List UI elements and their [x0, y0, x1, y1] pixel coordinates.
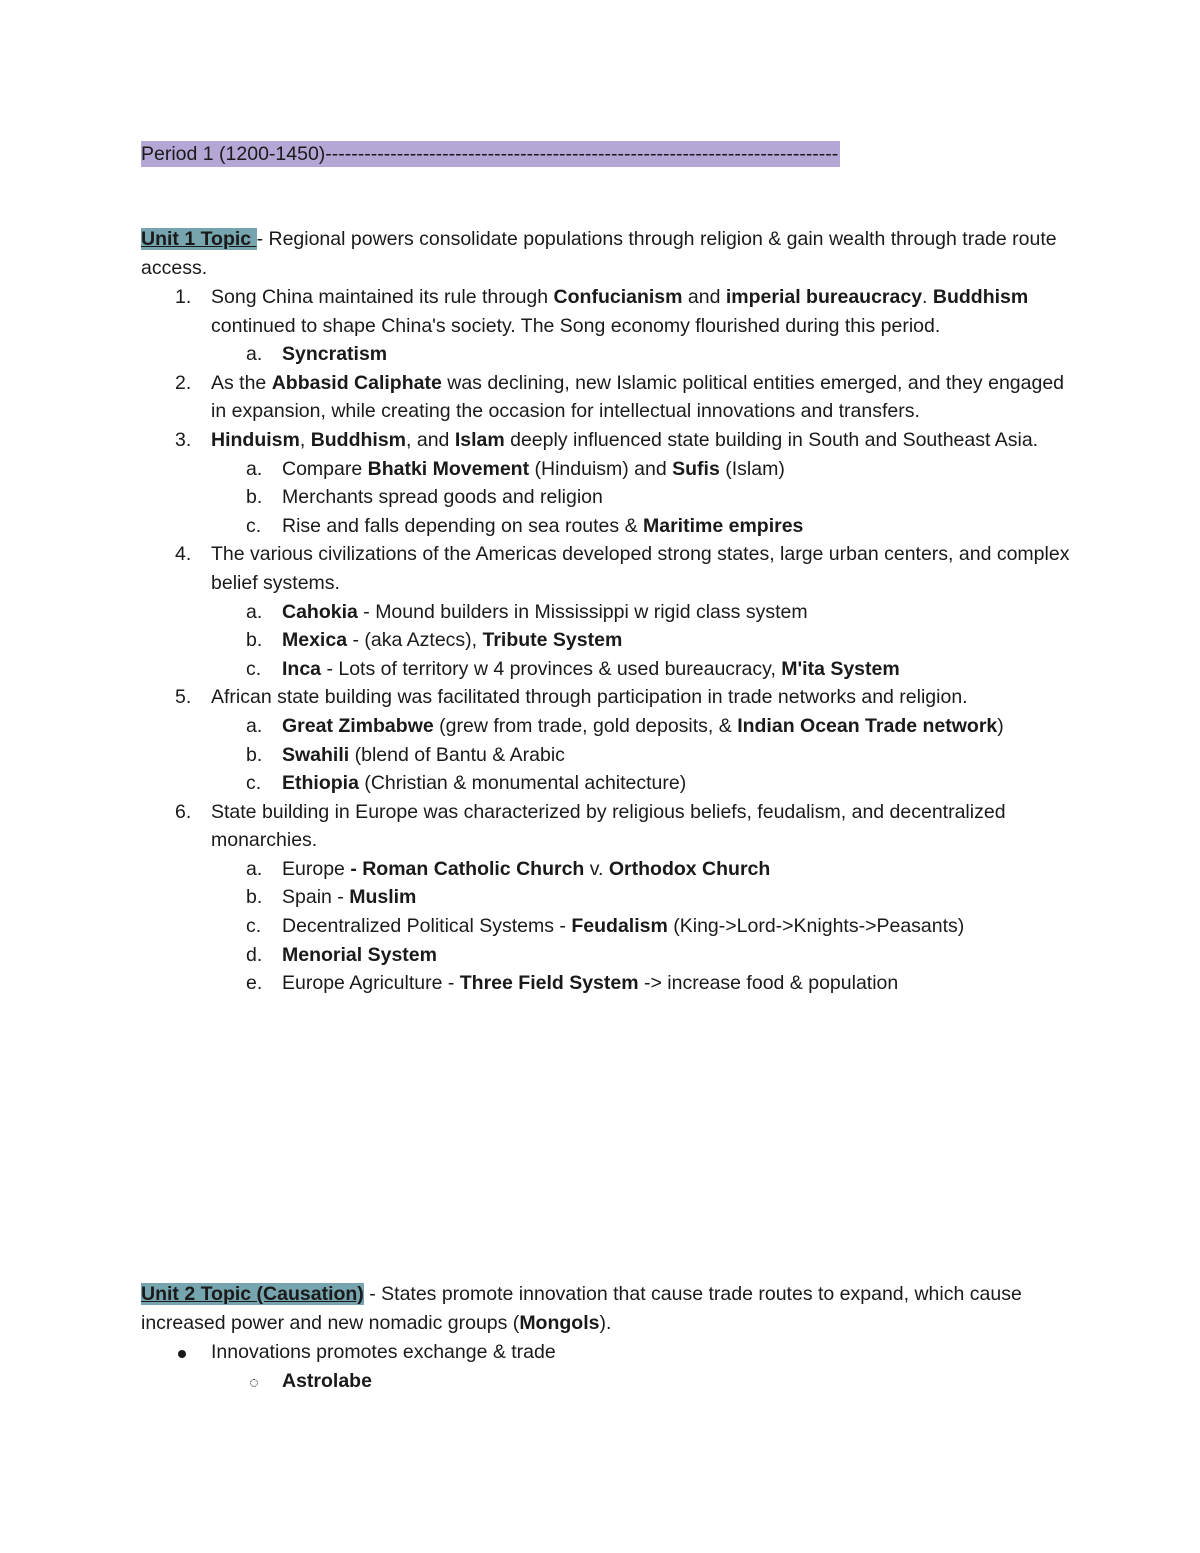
text-segment: was declining, new Islamic political entities emerged, and they engaged in expansion, while creating the occasion for intellectual innovations and transfers.: [211, 371, 1065, 423]
sub-list-item: [0, 626, 1072, 655]
bold-term: Inca: [282, 657, 322, 680]
list-item: [0, 540, 1071, 597]
list-marker: d.: [246, 943, 263, 966]
text-segment: - Lots of territory w 4 provinces & used bureaucracy,: [321, 657, 782, 680]
text-segment: deeply influenced state building in South and Southeast Asia.: [504, 428, 1039, 451]
bold-term: Three Field System: [459, 972, 639, 995]
unit2-summary: [141, 1280, 1071, 1337]
text-segment: (King->Lord->Knights->Peasants): [667, 915, 965, 938]
period-header: Period 1 (1200-1450)-------------------------------------------------------------------------------: [141, 143, 839, 165]
sub-list-item: [0, 455, 1072, 484]
bold-term: imperial bureaucracy: [725, 286, 923, 308]
list-marker: b.: [246, 886, 263, 909]
list-marker: 6.: [175, 800, 192, 823]
unit1-dash: -: [256, 228, 269, 250]
list-marker: c.: [246, 772, 262, 795]
sub-list-item: [0, 912, 1072, 941]
text-segment: Merchants spread goods and religion: [282, 486, 603, 509]
text-segment: ): [997, 714, 1004, 737]
bold-term: Abbasid Caliphate: [271, 371, 442, 394]
bullet-item: [0, 1338, 1071, 1367]
text-segment: (Christian & monumental achitecture): [358, 772, 687, 795]
text-segment: Europe Agriculture -: [282, 972, 460, 995]
text-segment: State building in Europe was characterized by religious beliefs, feudalism, and decentralized monarchies.: [211, 800, 1006, 852]
text-segment: The various civilizations of the Americas developed strong states, large urban centers, and complex belief systems.: [211, 543, 1070, 594]
text-segment: (blend of Bantu & Arabic: [349, 743, 565, 766]
list-marker: b.: [246, 629, 263, 652]
list-marker: 3.: [175, 428, 192, 451]
bold-term: Swahili: [282, 743, 350, 766]
bold-term: M'ita System: [781, 657, 900, 680]
unit1-summary: [141, 225, 1071, 282]
text-segment: African state building was facilitated through participation in trade networks and religion.: [211, 686, 968, 709]
list-marker: 1.: [175, 286, 192, 308]
unit1-summary-text: Regional powers consolidate populations through religion & gain wealth through trade route access.: [141, 228, 1057, 279]
bold-term: Syncratism: [282, 343, 388, 366]
list-marker: b.: [246, 486, 263, 509]
bold-term: Buddhism: [932, 286, 1029, 308]
text-segment: Spain -: [282, 886, 350, 909]
text-segment: (grew from trade, gold deposits, &: [433, 714, 738, 737]
bold-term: Indian Ocean Trade network: [737, 714, 998, 737]
text-segment: Innovations promotes exchange & trade: [211, 1341, 556, 1363]
unit2-list: [0, 1338, 1200, 1395]
list-item: [0, 683, 1071, 712]
unit2-summary-post: ).: [599, 1311, 612, 1334]
unit1-list: [0, 283, 1200, 998]
bold-term: Muslim: [349, 886, 417, 909]
sub-list-item: [0, 741, 1072, 770]
unit2-label: Unit 2 Topic (Causation): [141, 1283, 364, 1305]
text-segment: Decentralized Political Systems -: [282, 915, 572, 938]
unit2-summary-bold: Mongols: [519, 1311, 600, 1334]
text-segment: As the: [211, 371, 272, 394]
bold-term: Hinduism: [211, 428, 300, 451]
bold-term: Islam: [454, 428, 505, 451]
text-segment: Song China maintained its rule through: [211, 286, 554, 308]
list-marker: a.: [246, 714, 263, 737]
text-segment: and: [682, 286, 726, 308]
sub-list-item: [0, 483, 1072, 512]
bold-term: Buddhism: [310, 428, 407, 451]
bold-term: Astrolabe: [282, 1369, 372, 1392]
bullet-icon: [178, 1350, 186, 1358]
text-segment: .: [922, 286, 933, 308]
sub-list-item: [0, 512, 1072, 541]
sub-list-item: [0, 855, 1072, 884]
hollow-bullet-icon: [250, 1379, 258, 1387]
sub-list-item: [0, 969, 1072, 998]
list-marker: a.: [246, 343, 263, 366]
sub-list-item: [0, 769, 1072, 798]
bold-term: Cahokia: [282, 600, 358, 623]
text-segment: , and: [406, 428, 455, 451]
bold-term: Bhatki Movement: [367, 457, 530, 480]
sub-list-item: [0, 655, 1072, 684]
list-marker: c.: [246, 915, 262, 938]
list-item: [0, 426, 1071, 455]
bold-term: Maritime empires: [643, 514, 804, 537]
text-segment: continued to shape China's society. The Song economy flourished during this period.: [211, 314, 941, 337]
text-segment: (Hinduism) and: [529, 457, 673, 480]
bold-term: Great Zimbabwe: [282, 714, 434, 737]
text-segment: Compare: [282, 457, 368, 480]
list-marker: c.: [246, 514, 262, 537]
unit1-label: Unit 1 Topic: [141, 228, 257, 250]
sub-list-item: [0, 340, 1072, 369]
text-segment: Rise and falls depending on sea routes &: [282, 514, 643, 537]
text-segment: ,: [299, 428, 311, 451]
list-marker: e.: [246, 972, 263, 995]
list-marker: b.: [246, 743, 263, 766]
bold-term: - Roman Catholic Church: [350, 857, 585, 880]
text-segment: v.: [584, 857, 609, 880]
sub-list-item: [0, 883, 1072, 912]
unit2-summary-pre: - States promote innovation that cause trade routes to expand, which cause increased power and new nomadic groups (: [141, 1283, 1022, 1334]
list-marker: a.: [246, 857, 263, 880]
bold-term: Confucianism: [553, 286, 683, 308]
sub-list-item: [0, 712, 1072, 741]
list-item: [0, 798, 1071, 855]
bold-term: Menorial System: [282, 943, 437, 966]
list-marker: c.: [246, 657, 262, 680]
bold-term: Sufis: [672, 457, 720, 480]
list-marker: a.: [246, 600, 263, 623]
text-segment: -> increase food & population: [638, 972, 899, 995]
text-segment: (Islam): [719, 457, 785, 480]
bold-term: Orthodox Church: [608, 857, 771, 880]
bold-term: Ethiopia: [282, 772, 359, 795]
sub-list-item: [0, 598, 1072, 627]
bold-term: Mexica: [282, 629, 348, 652]
sub-list-item: [0, 941, 1072, 970]
list-marker: 4.: [175, 543, 192, 566]
bold-term: Tribute System: [482, 629, 623, 652]
sub-bullet-item: [0, 1367, 1072, 1396]
list-marker: 2.: [175, 371, 192, 394]
list-marker: 5.: [175, 686, 192, 709]
list-item: [0, 283, 1071, 340]
list-marker: a.: [246, 457, 263, 480]
bold-term: Feudalism: [571, 915, 668, 938]
text-segment: Europe: [282, 857, 351, 880]
text-segment: - Mound builders in Mississippi w rigid class system: [357, 600, 808, 623]
text-segment: - (aka Aztecs),: [347, 629, 483, 652]
list-item: [0, 369, 1071, 426]
